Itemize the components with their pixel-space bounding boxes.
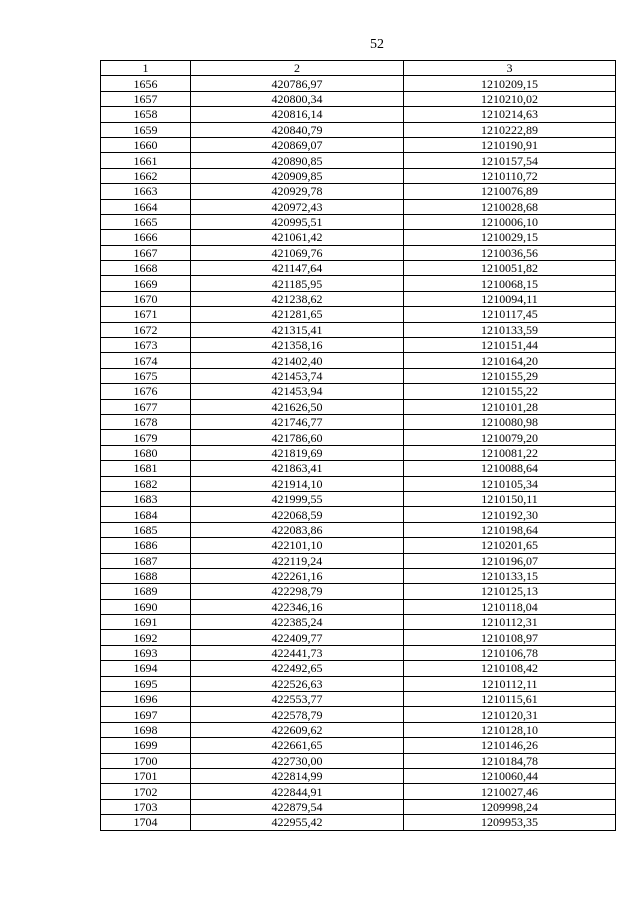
y-coordinate-cell: 1210112,31 <box>404 615 616 630</box>
point-number-cell: 1678 <box>101 414 191 429</box>
header-row <box>101 61 616 76</box>
point-number-cell: 1686 <box>101 538 191 553</box>
y-coordinate-cell: 1210088,64 <box>404 461 616 476</box>
table-row <box>101 76 616 91</box>
header-col-3: 3 <box>404 61 616 76</box>
x-coordinate-cell: 420972,43 <box>191 199 404 214</box>
x-coordinate-cell: 422298,79 <box>191 584 404 599</box>
y-coordinate-cell: 1210133,59 <box>404 322 616 337</box>
table-body <box>101 76 616 830</box>
table-row <box>101 738 616 753</box>
x-coordinate-cell: 422261,16 <box>191 568 404 583</box>
x-coordinate-cell: 420909,85 <box>191 168 404 183</box>
point-number-cell: 1703 <box>101 799 191 814</box>
table-row <box>101 522 616 537</box>
y-coordinate-cell: 1210068,15 <box>404 276 616 291</box>
point-number-cell: 1682 <box>101 476 191 491</box>
x-coordinate-cell: 421819,69 <box>191 445 404 460</box>
point-number-cell: 1696 <box>101 692 191 707</box>
y-coordinate-cell: 1210115,61 <box>404 692 616 707</box>
y-coordinate-cell: 1210081,22 <box>404 445 616 460</box>
table-row <box>101 553 616 568</box>
point-number-cell: 1670 <box>101 291 191 306</box>
y-coordinate-cell: 1210133,15 <box>404 568 616 583</box>
y-coordinate-cell: 1210006,10 <box>404 214 616 229</box>
y-coordinate-cell: 1210101,28 <box>404 399 616 414</box>
x-coordinate-cell: 420929,78 <box>191 184 404 199</box>
table-row <box>101 153 616 168</box>
x-coordinate-cell: 422879,54 <box>191 799 404 814</box>
x-coordinate-cell: 421061,42 <box>191 230 404 245</box>
table-row <box>101 137 616 152</box>
x-coordinate-cell: 422409,77 <box>191 630 404 645</box>
table-row <box>101 322 616 337</box>
y-coordinate-cell: 1209998,24 <box>404 799 616 814</box>
table-row <box>101 245 616 260</box>
table-header <box>101 61 616 76</box>
point-number-cell: 1666 <box>101 230 191 245</box>
x-coordinate-cell: 421147,64 <box>191 261 404 276</box>
y-coordinate-cell: 1210036,56 <box>404 245 616 260</box>
table-row <box>101 615 616 630</box>
x-coordinate-cell: 420869,07 <box>191 137 404 152</box>
table-row <box>101 784 616 799</box>
x-coordinate-cell: 420995,51 <box>191 214 404 229</box>
point-number-cell: 1680 <box>101 445 191 460</box>
x-coordinate-cell: 421185,95 <box>191 276 404 291</box>
point-number-cell: 1671 <box>101 307 191 322</box>
y-coordinate-cell: 1210210,02 <box>404 91 616 106</box>
x-coordinate-cell: 422730,00 <box>191 753 404 768</box>
point-number-cell: 1657 <box>101 91 191 106</box>
x-coordinate-cell: 422346,16 <box>191 599 404 614</box>
table-row <box>101 291 616 306</box>
header-col-2: 2 <box>191 61 404 76</box>
point-number-cell: 1681 <box>101 461 191 476</box>
y-coordinate-cell: 1210125,13 <box>404 584 616 599</box>
x-coordinate-cell: 421999,55 <box>191 491 404 506</box>
x-coordinate-cell: 422661,65 <box>191 738 404 753</box>
x-coordinate-cell: 422553,77 <box>191 692 404 707</box>
table-row <box>101 261 616 276</box>
x-coordinate-cell: 420786,97 <box>191 76 404 91</box>
y-coordinate-cell: 1210105,34 <box>404 476 616 491</box>
y-coordinate-cell: 1210157,54 <box>404 153 616 168</box>
table-row <box>101 107 616 122</box>
x-coordinate-cell: 422441,73 <box>191 645 404 660</box>
y-coordinate-cell: 1210192,30 <box>404 507 616 522</box>
point-number-cell: 1665 <box>101 214 191 229</box>
point-number-cell: 1683 <box>101 491 191 506</box>
point-number-cell: 1668 <box>101 261 191 276</box>
table-row <box>101 230 616 245</box>
point-number-cell: 1679 <box>101 430 191 445</box>
x-coordinate-cell: 420890,85 <box>191 153 404 168</box>
point-number-cell: 1663 <box>101 184 191 199</box>
x-coordinate-cell: 421281,65 <box>191 307 404 322</box>
y-coordinate-cell: 1210094,11 <box>404 291 616 306</box>
x-coordinate-cell: 422609,62 <box>191 722 404 737</box>
header-col-1: 1 <box>101 61 191 76</box>
y-coordinate-cell: 1210214,63 <box>404 107 616 122</box>
point-number-cell: 1662 <box>101 168 191 183</box>
point-number-cell: 1691 <box>101 615 191 630</box>
table-row <box>101 645 616 660</box>
x-coordinate-cell: 420800,34 <box>191 91 404 106</box>
y-coordinate-cell: 1210027,46 <box>404 784 616 799</box>
x-coordinate-cell: 420840,79 <box>191 122 404 137</box>
x-coordinate-cell: 422068,59 <box>191 507 404 522</box>
table-row <box>101 630 616 645</box>
y-coordinate-cell: 1210028,68 <box>404 199 616 214</box>
y-coordinate-cell: 1210060,44 <box>404 768 616 783</box>
y-coordinate-cell: 1209953,35 <box>404 815 616 830</box>
x-coordinate-cell: 421914,10 <box>191 476 404 491</box>
table-row <box>101 430 616 445</box>
table-row <box>101 753 616 768</box>
y-coordinate-cell: 1210112,11 <box>404 676 616 691</box>
x-coordinate-cell: 420816,14 <box>191 107 404 122</box>
point-number-cell: 1694 <box>101 661 191 676</box>
y-coordinate-cell: 1210151,44 <box>404 338 616 353</box>
x-coordinate-cell: 421626,50 <box>191 399 404 414</box>
point-number-cell: 1684 <box>101 507 191 522</box>
point-number-cell: 1688 <box>101 568 191 583</box>
table-row <box>101 445 616 460</box>
point-number-cell: 1689 <box>101 584 191 599</box>
point-number-cell: 1697 <box>101 707 191 722</box>
point-number-cell: 1675 <box>101 368 191 383</box>
y-coordinate-cell: 1210164,20 <box>404 353 616 368</box>
point-number-cell: 1685 <box>101 522 191 537</box>
point-number-cell: 1695 <box>101 676 191 691</box>
point-number-cell: 1676 <box>101 384 191 399</box>
y-coordinate-cell: 1210201,65 <box>404 538 616 553</box>
y-coordinate-cell: 1210184,78 <box>404 753 616 768</box>
point-number-cell: 1661 <box>101 153 191 168</box>
point-number-cell: 1659 <box>101 122 191 137</box>
y-coordinate-cell: 1210051,82 <box>404 261 616 276</box>
table-row <box>101 353 616 368</box>
y-coordinate-cell: 1210196,07 <box>404 553 616 568</box>
table-row <box>101 661 616 676</box>
table-row <box>101 399 616 414</box>
x-coordinate-cell: 422578,79 <box>191 707 404 722</box>
y-coordinate-cell: 1210146,26 <box>404 738 616 753</box>
point-number-cell: 1674 <box>101 353 191 368</box>
x-coordinate-cell: 421453,94 <box>191 384 404 399</box>
point-number-cell: 1664 <box>101 199 191 214</box>
point-number-cell: 1690 <box>101 599 191 614</box>
x-coordinate-cell: 421238,62 <box>191 291 404 306</box>
table-row <box>101 91 616 106</box>
table-row <box>101 799 616 814</box>
table-row <box>101 599 616 614</box>
point-number-cell: 1700 <box>101 753 191 768</box>
x-coordinate-cell: 421358,16 <box>191 338 404 353</box>
table-row <box>101 568 616 583</box>
x-coordinate-cell: 422814,99 <box>191 768 404 783</box>
point-number-cell: 1672 <box>101 322 191 337</box>
x-coordinate-cell: 421402,40 <box>191 353 404 368</box>
point-number-cell: 1698 <box>101 722 191 737</box>
table-row <box>101 476 616 491</box>
y-coordinate-cell: 1210108,97 <box>404 630 616 645</box>
y-coordinate-cell: 1210117,45 <box>404 307 616 322</box>
point-number-cell: 1656 <box>101 76 191 91</box>
x-coordinate-cell: 421786,60 <box>191 430 404 445</box>
point-number-cell: 1704 <box>101 815 191 830</box>
point-number-cell: 1687 <box>101 553 191 568</box>
x-coordinate-cell: 422083,86 <box>191 522 404 537</box>
table-row <box>101 676 616 691</box>
table-row <box>101 768 616 783</box>
x-coordinate-cell: 422101,10 <box>191 538 404 553</box>
x-coordinate-cell: 421746,77 <box>191 414 404 429</box>
x-coordinate-cell: 422526,63 <box>191 676 404 691</box>
point-number-cell: 1673 <box>101 338 191 353</box>
point-number-cell: 1701 <box>101 768 191 783</box>
table-row <box>101 584 616 599</box>
table-row <box>101 199 616 214</box>
x-coordinate-cell: 422844,91 <box>191 784 404 799</box>
point-number-cell: 1702 <box>101 784 191 799</box>
table-row <box>101 538 616 553</box>
table-row <box>101 168 616 183</box>
point-number-cell: 1692 <box>101 630 191 645</box>
table-row <box>101 276 616 291</box>
x-coordinate-cell: 422492,65 <box>191 661 404 676</box>
coordinates-table <box>100 60 616 831</box>
x-coordinate-cell: 422955,42 <box>191 815 404 830</box>
x-coordinate-cell: 422119,24 <box>191 553 404 568</box>
y-coordinate-cell: 1210128,10 <box>404 722 616 737</box>
table-row <box>101 815 616 830</box>
point-number-cell: 1677 <box>101 399 191 414</box>
table-row <box>101 214 616 229</box>
y-coordinate-cell: 1210079,20 <box>404 430 616 445</box>
y-coordinate-cell: 1210190,91 <box>404 137 616 152</box>
y-coordinate-cell: 1210110,72 <box>404 168 616 183</box>
x-coordinate-cell: 421315,41 <box>191 322 404 337</box>
y-coordinate-cell: 1210106,78 <box>404 645 616 660</box>
table-row <box>101 722 616 737</box>
point-number-cell: 1693 <box>101 645 191 660</box>
y-coordinate-cell: 1210150,11 <box>404 491 616 506</box>
y-coordinate-cell: 1210076,89 <box>404 184 616 199</box>
y-coordinate-cell: 1210108,42 <box>404 661 616 676</box>
x-coordinate-cell: 421863,41 <box>191 461 404 476</box>
table-row <box>101 338 616 353</box>
table-row <box>101 491 616 506</box>
page-number: 52 <box>370 37 384 52</box>
table-row <box>101 692 616 707</box>
table-row <box>101 307 616 322</box>
y-coordinate-cell: 1210155,29 <box>404 368 616 383</box>
y-coordinate-cell: 1210198,64 <box>404 522 616 537</box>
x-coordinate-cell: 421453,74 <box>191 368 404 383</box>
point-number-cell: 1658 <box>101 107 191 122</box>
table-row <box>101 707 616 722</box>
table-row <box>101 184 616 199</box>
table-row <box>101 414 616 429</box>
point-number-cell: 1660 <box>101 137 191 152</box>
y-coordinate-cell: 1210222,89 <box>404 122 616 137</box>
y-coordinate-cell: 1210120,31 <box>404 707 616 722</box>
point-number-cell: 1699 <box>101 738 191 753</box>
y-coordinate-cell: 1210029,15 <box>404 230 616 245</box>
point-number-cell: 1667 <box>101 245 191 260</box>
y-coordinate-cell: 1210209,15 <box>404 76 616 91</box>
x-coordinate-cell: 422385,24 <box>191 615 404 630</box>
y-coordinate-cell: 1210080,98 <box>404 414 616 429</box>
table-row <box>101 507 616 522</box>
y-coordinate-cell: 1210155,22 <box>404 384 616 399</box>
table-row <box>101 384 616 399</box>
table-row <box>101 368 616 383</box>
table-row <box>101 461 616 476</box>
point-number-cell: 1669 <box>101 276 191 291</box>
y-coordinate-cell: 1210118,04 <box>404 599 616 614</box>
table-row <box>101 122 616 137</box>
x-coordinate-cell: 421069,76 <box>191 245 404 260</box>
